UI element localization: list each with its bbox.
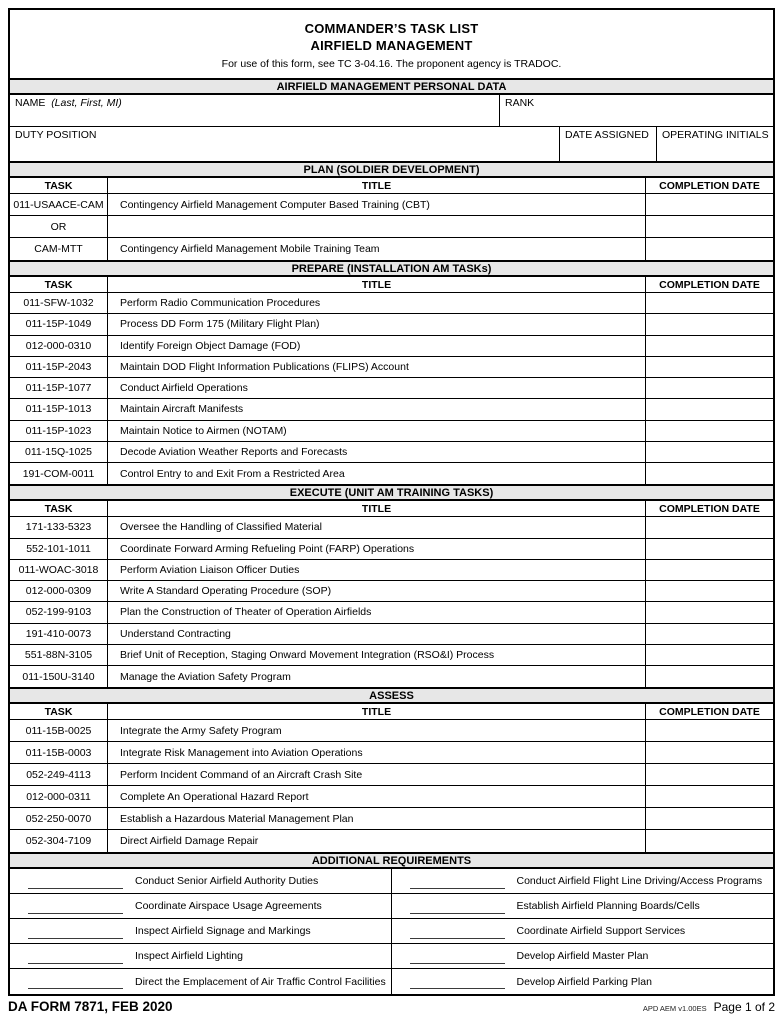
footer-right bbox=[643, 1000, 775, 1014]
table-row bbox=[10, 560, 773, 581]
task-id-cell: 551-88N-3105 bbox=[10, 645, 108, 665]
task-title-cell: Maintain Aircraft Manifests bbox=[120, 403, 244, 416]
column-header-row bbox=[10, 704, 773, 720]
section-header-execute: EXECUTE (UNIT AM TRAINING TASKS) bbox=[10, 484, 773, 501]
table-row bbox=[10, 645, 773, 666]
completion-date-cell[interactable] bbox=[645, 581, 773, 601]
column-header-row bbox=[10, 277, 773, 293]
task-title-cell: Identify Foreign Object Damage (FOD) bbox=[120, 339, 301, 352]
additional-requirement-label: Conduct Senior Airfield Authority Duties bbox=[135, 875, 319, 888]
additional-requirement-cell bbox=[392, 894, 774, 918]
section-rows-plan bbox=[10, 194, 773, 260]
column-header-task: TASK bbox=[10, 704, 108, 719]
additional-requirement-label: Inspect Airfield Lighting bbox=[135, 950, 243, 963]
task-id-cell: 011-150U-3140 bbox=[10, 666, 108, 687]
section-rows-assess bbox=[10, 720, 773, 852]
apd-version-label: APD AEM v1.00ES bbox=[642, 1004, 707, 1013]
form-subtitle: For use of this form, see TC 3-04.16. The proponent agency is TRADOC. bbox=[221, 58, 562, 70]
column-header-title: TITLE bbox=[361, 179, 392, 192]
additional-requirement-cell bbox=[10, 869, 392, 893]
table-row bbox=[10, 314, 773, 335]
table-row bbox=[10, 378, 773, 399]
additional-requirement-cell bbox=[10, 894, 392, 918]
section-prepare bbox=[10, 260, 773, 484]
task-title-cell: Write A Standard Operating Procedure (SOP) bbox=[120, 585, 332, 598]
task-title-cell: Contingency Airfield Management Mobile Training Team bbox=[120, 243, 380, 255]
completion-date-cell[interactable] bbox=[645, 645, 773, 665]
task-id-cell: 012-000-0310 bbox=[10, 336, 108, 356]
section-execute bbox=[10, 484, 773, 687]
completion-date-cell[interactable] bbox=[645, 539, 773, 559]
table-row bbox=[10, 336, 773, 357]
operating-initials-field[interactable] bbox=[656, 127, 773, 161]
section-header-prepare: PREPARE (INSTALLATION AM TASKs) bbox=[10, 260, 773, 277]
completion-date-cell[interactable] bbox=[645, 720, 773, 741]
task-id-cell: 191-410-0073 bbox=[10, 624, 108, 644]
task-title-cell bbox=[108, 216, 645, 237]
table-row bbox=[10, 624, 773, 645]
column-header-completion-date: COMPLETION DATE bbox=[645, 704, 773, 719]
column-header-row bbox=[10, 501, 773, 517]
table-row bbox=[10, 216, 773, 238]
initials-blank-line[interactable] bbox=[28, 874, 123, 889]
additional-requirement-cell bbox=[10, 919, 392, 943]
completion-date-cell[interactable] bbox=[645, 442, 773, 462]
completion-date-cell[interactable] bbox=[645, 357, 773, 377]
column-header-task: TASK bbox=[10, 501, 108, 516]
completion-date-cell[interactable] bbox=[645, 517, 773, 537]
section-header-personal-data: AIRFIELD MANAGEMENT PERSONAL DATA bbox=[10, 78, 773, 95]
initials-blank-line[interactable] bbox=[410, 949, 505, 964]
additional-requirement-label: Conduct Airfield Flight Line Driving/Access Programs bbox=[516, 875, 763, 888]
date-assigned-label: DATE ASSIGNED bbox=[565, 129, 649, 141]
task-id-cell: 012-000-0311 bbox=[10, 786, 108, 807]
completion-date-cell[interactable] bbox=[645, 336, 773, 356]
task-id-cell: 191-COM-0011 bbox=[10, 463, 108, 484]
completion-date-cell[interactable] bbox=[645, 421, 773, 441]
task-title-cell: Conduct Airfield Operations bbox=[120, 382, 248, 395]
initials-blank-line[interactable] bbox=[28, 974, 123, 989]
table-row bbox=[10, 293, 773, 314]
completion-date-cell[interactable] bbox=[645, 560, 773, 580]
additional-requirement-row bbox=[10, 944, 773, 969]
section-header-additional-requirements: ADDITIONAL REQUIREMENTS bbox=[10, 852, 773, 869]
additional-requirement-row bbox=[10, 894, 773, 919]
form-title-line2: AIRFIELD MANAGEMENT bbox=[310, 38, 473, 53]
task-id-cell: CAM-MTT bbox=[10, 238, 108, 260]
table-row bbox=[10, 194, 773, 216]
task-title-cell: Integrate the Army Safety Program bbox=[120, 724, 282, 737]
completion-date-cell[interactable] bbox=[645, 624, 773, 644]
task-id-cell: 011-SFW-1032 bbox=[10, 293, 108, 313]
task-id-cell: 012-000-0309 bbox=[10, 581, 108, 601]
task-title-cell: Perform Incident Command of an Aircraft Crash Site bbox=[120, 768, 363, 781]
initials-blank-line[interactable] bbox=[410, 899, 505, 914]
additional-requirement-label: Establish Airfield Planning Boards/Cells bbox=[516, 900, 700, 913]
table-row bbox=[10, 238, 773, 260]
additional-requirement-label: Develop Airfield Parking Plan bbox=[516, 975, 652, 988]
form-number: DA FORM 7871, FEB 2020 bbox=[8, 999, 173, 1014]
additional-requirement-row bbox=[10, 919, 773, 944]
table-row bbox=[10, 602, 773, 623]
name-label: NAME bbox=[15, 97, 46, 109]
completion-date-cell[interactable] bbox=[645, 238, 773, 260]
completion-date-cell[interactable] bbox=[645, 314, 773, 334]
completion-date-cell[interactable] bbox=[645, 742, 773, 763]
table-row bbox=[10, 764, 773, 786]
initials-blank-line[interactable] bbox=[28, 949, 123, 964]
initials-blank-line[interactable] bbox=[410, 974, 505, 989]
task-id-cell: 011-15P-1023 bbox=[10, 421, 108, 441]
completion-date-cell[interactable] bbox=[645, 786, 773, 807]
rank-label: RANK bbox=[505, 97, 535, 109]
task-id-cell: OR bbox=[10, 216, 108, 237]
additional-requirement-label: Coordinate Airfield Support Services bbox=[516, 925, 686, 938]
table-row bbox=[10, 421, 773, 442]
additional-requirement-cell bbox=[392, 919, 774, 943]
task-id-cell: 011-15P-2043 bbox=[10, 357, 108, 377]
task-id-cell: 011-15B-0003 bbox=[10, 742, 108, 763]
completion-date-cell[interactable] bbox=[645, 463, 773, 484]
task-id-cell: 052-304-7109 bbox=[10, 830, 108, 852]
task-title-cell: Perform Radio Communication Procedures bbox=[120, 297, 321, 310]
task-title-cell: Brief Unit of Reception, Staging Onward Movement Integration (RSO&I) Process bbox=[120, 648, 495, 661]
task-title-cell: Oversee the Handling of Classified Material bbox=[120, 521, 322, 534]
additional-requirement-cell bbox=[392, 869, 774, 893]
task-title-cell: Contingency Airfield Management Computer Based Training (CBT) bbox=[120, 198, 430, 211]
task-id-cell: 011-15B-0025 bbox=[10, 720, 108, 741]
table-row bbox=[10, 742, 773, 764]
section-rows-execute bbox=[10, 517, 773, 687]
table-row bbox=[10, 808, 773, 830]
task-id-cell: 011-15P-1013 bbox=[10, 399, 108, 419]
task-id-cell: 171-133-5323 bbox=[10, 517, 108, 537]
additional-requirement-row bbox=[10, 869, 773, 894]
table-row bbox=[10, 399, 773, 420]
additional-requirement-row bbox=[10, 969, 773, 994]
form-title-line1: COMMANDER’S TASK LIST bbox=[304, 21, 479, 36]
completion-date-cell[interactable] bbox=[645, 666, 773, 687]
duty-position-label: DUTY POSITION bbox=[15, 129, 97, 141]
task-id-cell: 011-15P-1049 bbox=[10, 314, 108, 334]
section-assess bbox=[10, 687, 773, 852]
table-row bbox=[10, 830, 773, 852]
completion-date-cell[interactable] bbox=[645, 764, 773, 785]
completion-date-cell[interactable] bbox=[645, 830, 773, 852]
column-header-task: TASK bbox=[10, 178, 108, 193]
name-field[interactable] bbox=[10, 95, 500, 126]
task-title-cell: Control Entry to and Exit From a Restricted Area bbox=[120, 467, 345, 480]
rank-field[interactable] bbox=[500, 95, 773, 126]
section-plan bbox=[10, 161, 773, 260]
column-header-title: TITLE bbox=[361, 502, 392, 515]
column-header-title: TITLE bbox=[361, 705, 392, 718]
completion-date-cell[interactable] bbox=[645, 399, 773, 419]
initials-blank-line[interactable] bbox=[410, 924, 505, 939]
additional-requirement-cell bbox=[392, 944, 774, 968]
column-header-completion-date: COMPLETION DATE bbox=[645, 178, 773, 193]
table-row bbox=[10, 442, 773, 463]
table-row bbox=[10, 357, 773, 378]
completion-date-cell[interactable] bbox=[645, 216, 773, 237]
additional-requirement-label: Develop Airfield Master Plan bbox=[516, 950, 649, 963]
task-title-cell: Maintain Notice to Airmen (NOTAM) bbox=[120, 424, 287, 437]
task-title-cell: Direct Airfield Damage Repair bbox=[120, 835, 259, 848]
column-header-completion-date: COMPLETION DATE bbox=[645, 277, 773, 292]
initials-blank-line[interactable] bbox=[410, 874, 505, 889]
completion-date-cell[interactable] bbox=[645, 194, 773, 215]
table-row bbox=[10, 463, 773, 484]
task-title-cell: Establish a Hazardous Material Management Plan bbox=[120, 812, 354, 825]
task-title-cell: Perform Aviation Liaison Officer Duties bbox=[120, 563, 300, 576]
section-rows-prepare bbox=[10, 293, 773, 484]
completion-date-cell[interactable] bbox=[645, 602, 773, 622]
column-header-row bbox=[10, 178, 773, 194]
table-row bbox=[10, 720, 773, 742]
completion-date-cell[interactable] bbox=[645, 293, 773, 313]
da-form-7871 bbox=[8, 8, 775, 996]
additional-requirement-cell bbox=[10, 944, 392, 968]
task-id-cell: 011-WOAC-3018 bbox=[10, 560, 108, 580]
form-title-block bbox=[10, 10, 773, 78]
operating-initials-label: OPERATING INITIALS bbox=[662, 129, 769, 141]
duty-position-field[interactable] bbox=[10, 127, 559, 161]
column-header-title: TITLE bbox=[361, 278, 392, 291]
task-title-cell: Understand Contracting bbox=[120, 627, 231, 640]
column-header-task: TASK bbox=[10, 277, 108, 292]
section-header-plan: PLAN (SOLDIER DEVELOPMENT) bbox=[10, 161, 773, 178]
completion-date-cell[interactable] bbox=[645, 808, 773, 829]
table-row bbox=[10, 581, 773, 602]
section-header-assess: ASSESS bbox=[10, 687, 773, 704]
additional-requirement-label: Coordinate Airspace Usage Agreements bbox=[135, 900, 322, 913]
additional-requirement-cell bbox=[10, 969, 392, 994]
name-hint-text: (Last, First, MI) bbox=[51, 97, 122, 109]
personal-data-row-1 bbox=[10, 95, 773, 126]
task-title-cell: Maintain DOD Flight Information Publications (FLIPS) Account bbox=[120, 360, 409, 373]
additional-requirement-label: Inspect Airfield Signage and Markings bbox=[135, 925, 311, 938]
task-id-cell: 552-101-1011 bbox=[10, 539, 108, 559]
task-id-cell: 011-15P-1077 bbox=[10, 378, 108, 398]
additional-requirements-table bbox=[10, 869, 773, 994]
initials-blank-line[interactable] bbox=[28, 899, 123, 914]
task-title-cell: Plan the Construction of Theater of Operation Airfields bbox=[120, 606, 372, 619]
task-id-cell: 011-15Q-1025 bbox=[10, 442, 108, 462]
task-title-cell: Coordinate Forward Arming Refueling Point (FARP) Operations bbox=[120, 542, 415, 555]
additional-requirement-label: Direct the Emplacement of Air Traffic Control Facilities bbox=[135, 975, 386, 988]
table-row bbox=[10, 666, 773, 687]
additional-requirement-cell bbox=[392, 969, 774, 994]
task-id-cell: 052-199-9103 bbox=[10, 602, 108, 622]
table-row bbox=[10, 517, 773, 538]
task-title-cell: Process DD Form 175 (Military Flight Plan) bbox=[120, 318, 320, 331]
form-footer bbox=[8, 999, 775, 1014]
table-row bbox=[10, 786, 773, 808]
column-header-completion-date: COMPLETION DATE bbox=[645, 501, 773, 516]
task-id-cell: 011-USAACE-CAM bbox=[10, 194, 108, 215]
page-indicator: Page 1 of 2 bbox=[713, 1000, 775, 1014]
task-id-cell: 052-249-4113 bbox=[10, 764, 108, 785]
task-title-cell: Integrate Risk Management into Aviation Operations bbox=[120, 746, 363, 759]
completion-date-cell[interactable] bbox=[645, 378, 773, 398]
task-id-cell: 052-250-0070 bbox=[10, 808, 108, 829]
task-title-cell: Complete An Operational Hazard Report bbox=[120, 790, 309, 803]
date-assigned-field[interactable] bbox=[559, 127, 656, 161]
task-sections bbox=[10, 161, 773, 852]
personal-data-row-2 bbox=[10, 126, 773, 161]
task-title-cell: Manage the Aviation Safety Program bbox=[120, 670, 291, 683]
initials-blank-line[interactable] bbox=[28, 924, 123, 939]
task-title-cell: Decode Aviation Weather Reports and Forecasts bbox=[120, 445, 348, 458]
table-row bbox=[10, 539, 773, 560]
